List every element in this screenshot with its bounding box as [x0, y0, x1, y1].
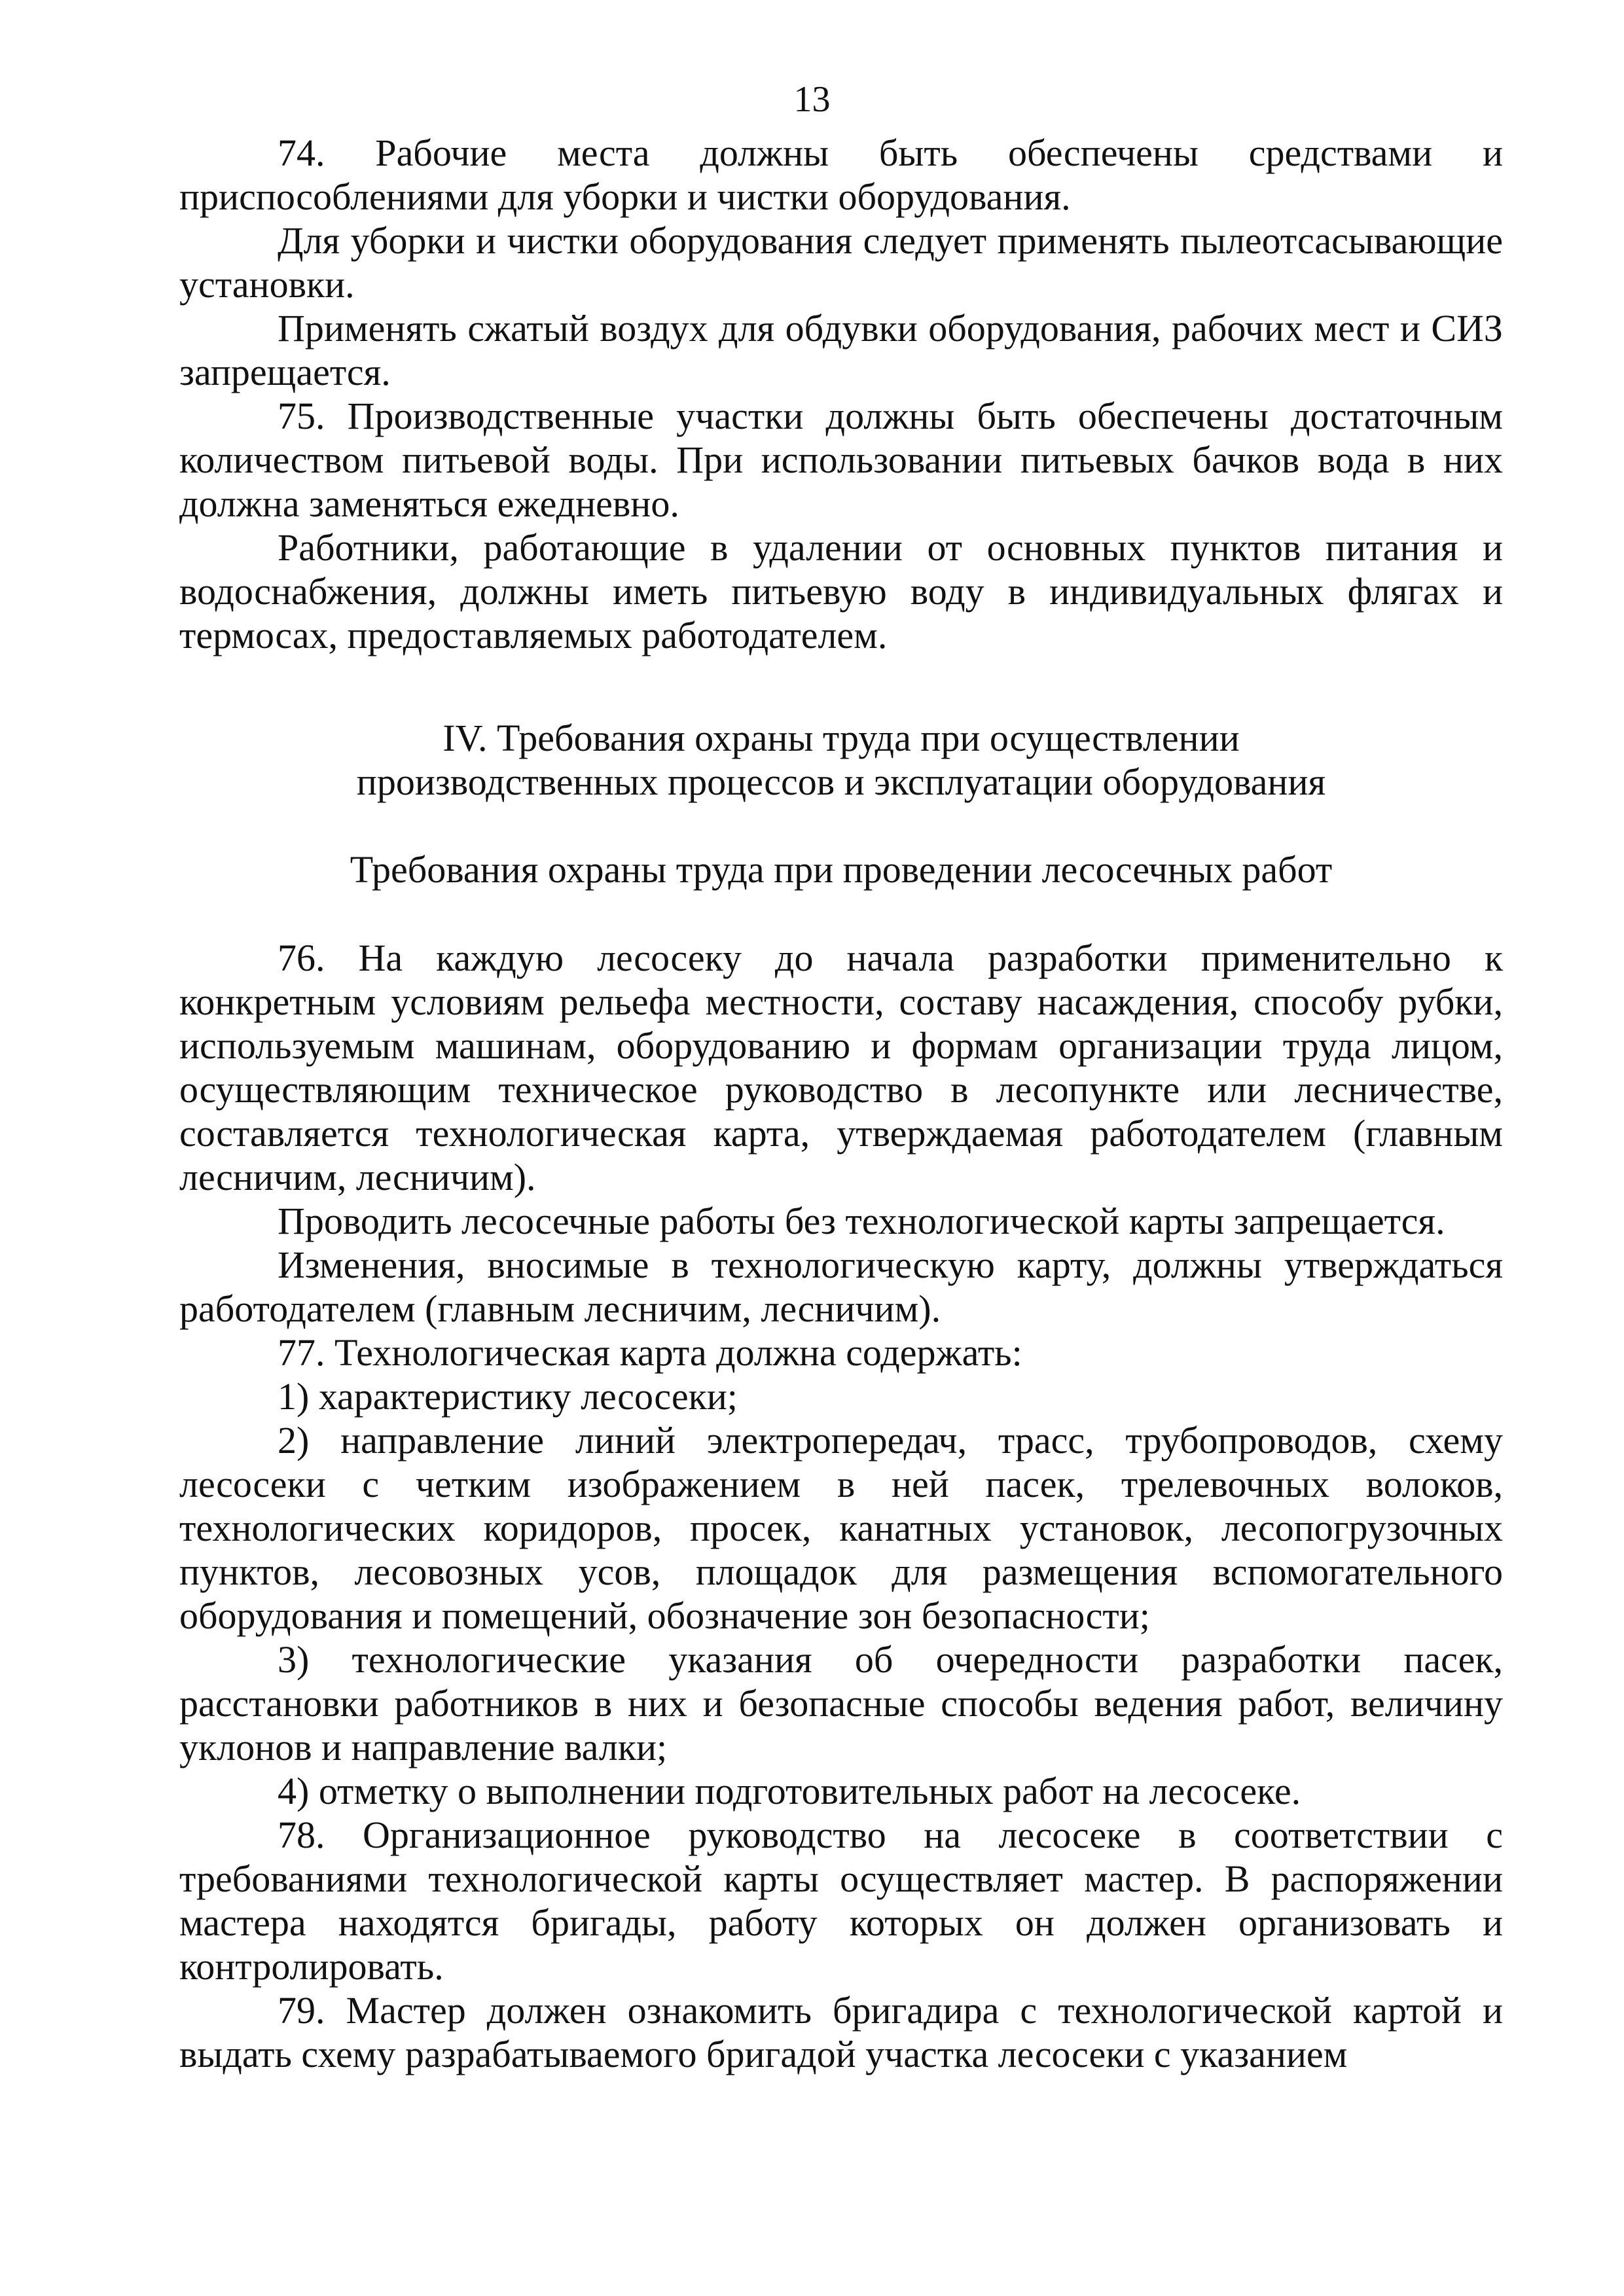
subsection-heading: Требования охраны труда при проведении лесосечных работ [350, 848, 1333, 891]
paragraph-74-compressed-air: Применять сжатый воздух для обдувки оборудования, рабочих мест и СИЗ запрещается. [179, 307, 1503, 393]
list-item-2: 2) направление линий электропередач, трасс, трубопроводов, схему лесосеки с четким изображением в ней пасек, трелевочных волоков, технологических коридоров, просек, канатных установок, лесопогрузочных пунктов, лесовозных усов, площадок для размещения вспомогательного оборудования и помещений, обозначение зон безопасности; [179, 1419, 1503, 1637]
paragraph-74-cleaning-equipment: Для уборки и чистки оборудования следует применять пылеотсасывающие установки. [179, 219, 1503, 306]
paragraph-76-prohibition: Проводить лесосечные работы без технологической карты запрещается. [278, 1200, 1445, 1242]
list-item-4: 4) отметку о выполнении подготовительных работ на лесосеке. [278, 1770, 1301, 1812]
list-item-3: 3) технологические указания об очередности разработки пасек, расстановки работников в них и безопасные способы ведения работ, величину уклонов и направление валки; [179, 1638, 1503, 1768]
paragraph-75-remote-workers: Работники, работающие в удалении от основных пунктов питания и водоснабжения, должны иметь питьевую воду в индивидуальных флягах и термосах, предоставляемых работодателем. [179, 526, 1503, 656]
paragraph-77: 77. Технологическая карта должна содержать: [278, 1331, 1022, 1374]
paragraph-78: 78. Организационное руководство на лесосеке в соответствии с требованиями технологической карты осуществляет мастер. В распоряжении мастера находятся бригады, работу которых он должен организовать и контролировать. [179, 1814, 1503, 1988]
document-body [179, 131, 1503, 2076]
section-heading-line-1: IV. Требования охраны труда при осуществлении [442, 717, 1240, 759]
list-item-1: 1) характеристику лесосеки; [278, 1375, 738, 1418]
paragraph-76: 76. На каждую лесосеку до начала разработки применительно к конкретным условиям рельефа местности, составу насаждения, способу рубки, используемым машинам, оборудованию и формам организации труда лицом, осуществляющим техническое руководство в лесопункте или лесничестве, составляется технологическая карта, утверждаемая работодателем (главным лесничим, лесничим). [179, 937, 1503, 1198]
paragraph-79: 79. Мастер должен ознакомить бригадира с технологической картой и выдать схему разрабатываемого бригадой участка лесосеки с указанием [179, 1989, 1503, 2075]
section-heading-line-2: производственных процессов и эксплуатации оборудования [356, 761, 1326, 803]
paragraph-75: 75. Производственные участки должны быть обеспечены достаточным количеством питьевой воды. При использовании питьевых бачков вода в них должна заменяться ежедневно. [179, 395, 1503, 525]
page-number: 13 [793, 79, 831, 120]
paragraph-76-changes: Изменения, вносимые в технологическую карту, должны утверждаться работодателем (главным лесничим, лесничим). [179, 1244, 1503, 1330]
paragraph-74: 74. Рабочие места должны быть обеспечены средствами и приспособлениями для уборки и чистки оборудования. [179, 132, 1503, 218]
